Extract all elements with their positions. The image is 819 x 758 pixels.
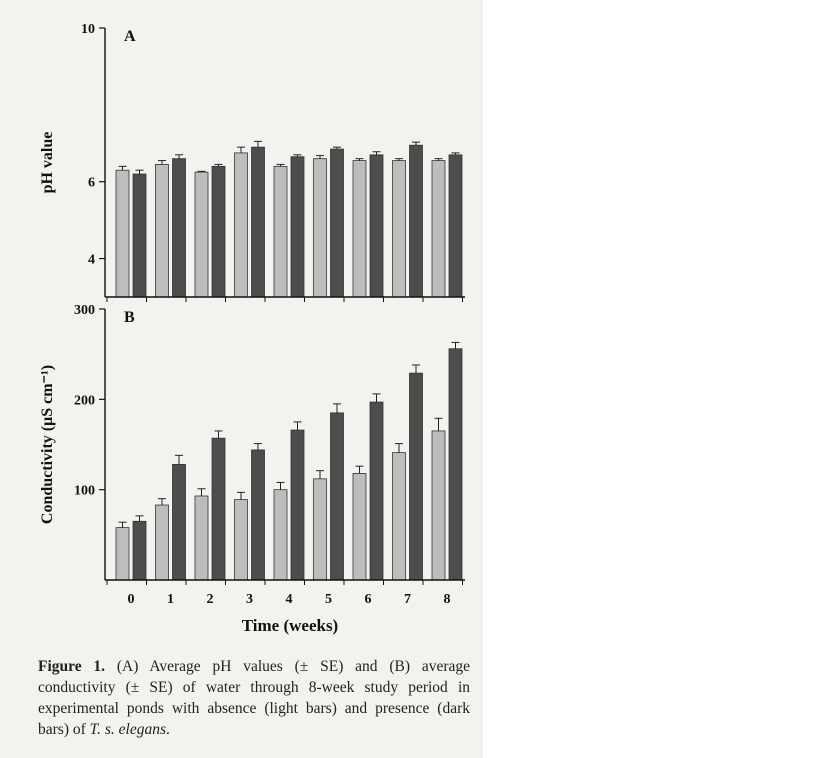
- bar: [410, 373, 423, 580]
- x-tick-label: 8: [443, 592, 451, 607]
- bar: [212, 166, 225, 297]
- x-tick-label: 1: [167, 592, 174, 607]
- x-tick-label: 6: [364, 592, 372, 607]
- bar: [314, 479, 327, 580]
- x-tick-label: 3: [246, 592, 253, 607]
- bar: [291, 157, 304, 297]
- bar: [252, 450, 265, 580]
- bar: [133, 521, 146, 580]
- bar: [116, 170, 129, 297]
- panel-b: [39, 303, 465, 635]
- bar: [252, 147, 265, 297]
- panel-a: [39, 22, 465, 302]
- bar: [314, 159, 327, 297]
- bar: [156, 164, 169, 297]
- bar: [173, 464, 186, 580]
- y-axis-label: pH value: [39, 131, 56, 194]
- bar: [393, 161, 406, 297]
- x-tick-label: 5: [325, 592, 332, 607]
- bar: [274, 166, 287, 297]
- bar: [370, 402, 383, 580]
- caption-label: Figure 1.: [38, 658, 106, 675]
- x-tick-label: 7: [404, 592, 411, 607]
- bar: [173, 159, 186, 297]
- bar: [291, 430, 304, 580]
- y-tick-label: 10: [81, 22, 95, 37]
- bar: [353, 161, 366, 297]
- bar: [235, 153, 248, 297]
- bar: [212, 438, 225, 580]
- bar: [432, 161, 445, 297]
- y-tick-label: 100: [74, 483, 95, 499]
- x-tick-label: 4: [285, 592, 293, 607]
- bar: [235, 500, 248, 580]
- y-axis-label: Conductivity (μS cm⁻¹): [39, 364, 56, 525]
- bar: [274, 490, 287, 580]
- y-tick-label: 4: [88, 252, 95, 268]
- y-tick-label: 300: [74, 303, 95, 318]
- x-axis-label: Time (weeks): [241, 616, 339, 635]
- y-tick-label: 6: [88, 175, 95, 191]
- caption-text-1: (A) Average pH values (± SE) and (B) average conductivity (± SE) of water through 8-week study period in experimental ponds with absence (light bars) and presence (dark bars) of: [38, 658, 471, 738]
- bar: [432, 431, 445, 580]
- caption-species: T. s. elegans: [89, 721, 167, 738]
- x-tick-label: 2: [206, 592, 214, 607]
- bar: [331, 413, 344, 580]
- bar: [353, 473, 366, 580]
- bar: [195, 172, 208, 297]
- bar: [116, 528, 129, 580]
- bar: [331, 149, 344, 297]
- bar: [195, 496, 208, 580]
- bar: [410, 145, 423, 297]
- bar: [133, 174, 146, 297]
- y-tick-label: 200: [74, 393, 95, 409]
- bar: [449, 349, 462, 580]
- bar: [449, 155, 462, 297]
- x-tick-label: 0: [127, 592, 135, 607]
- bar: [393, 453, 406, 580]
- figure-caption: [38, 656, 470, 740]
- caption-text-2: .: [166, 721, 170, 738]
- panel-label: A: [124, 28, 136, 45]
- bar: [370, 155, 383, 297]
- bar: [156, 505, 169, 580]
- panel-label: B: [124, 309, 135, 326]
